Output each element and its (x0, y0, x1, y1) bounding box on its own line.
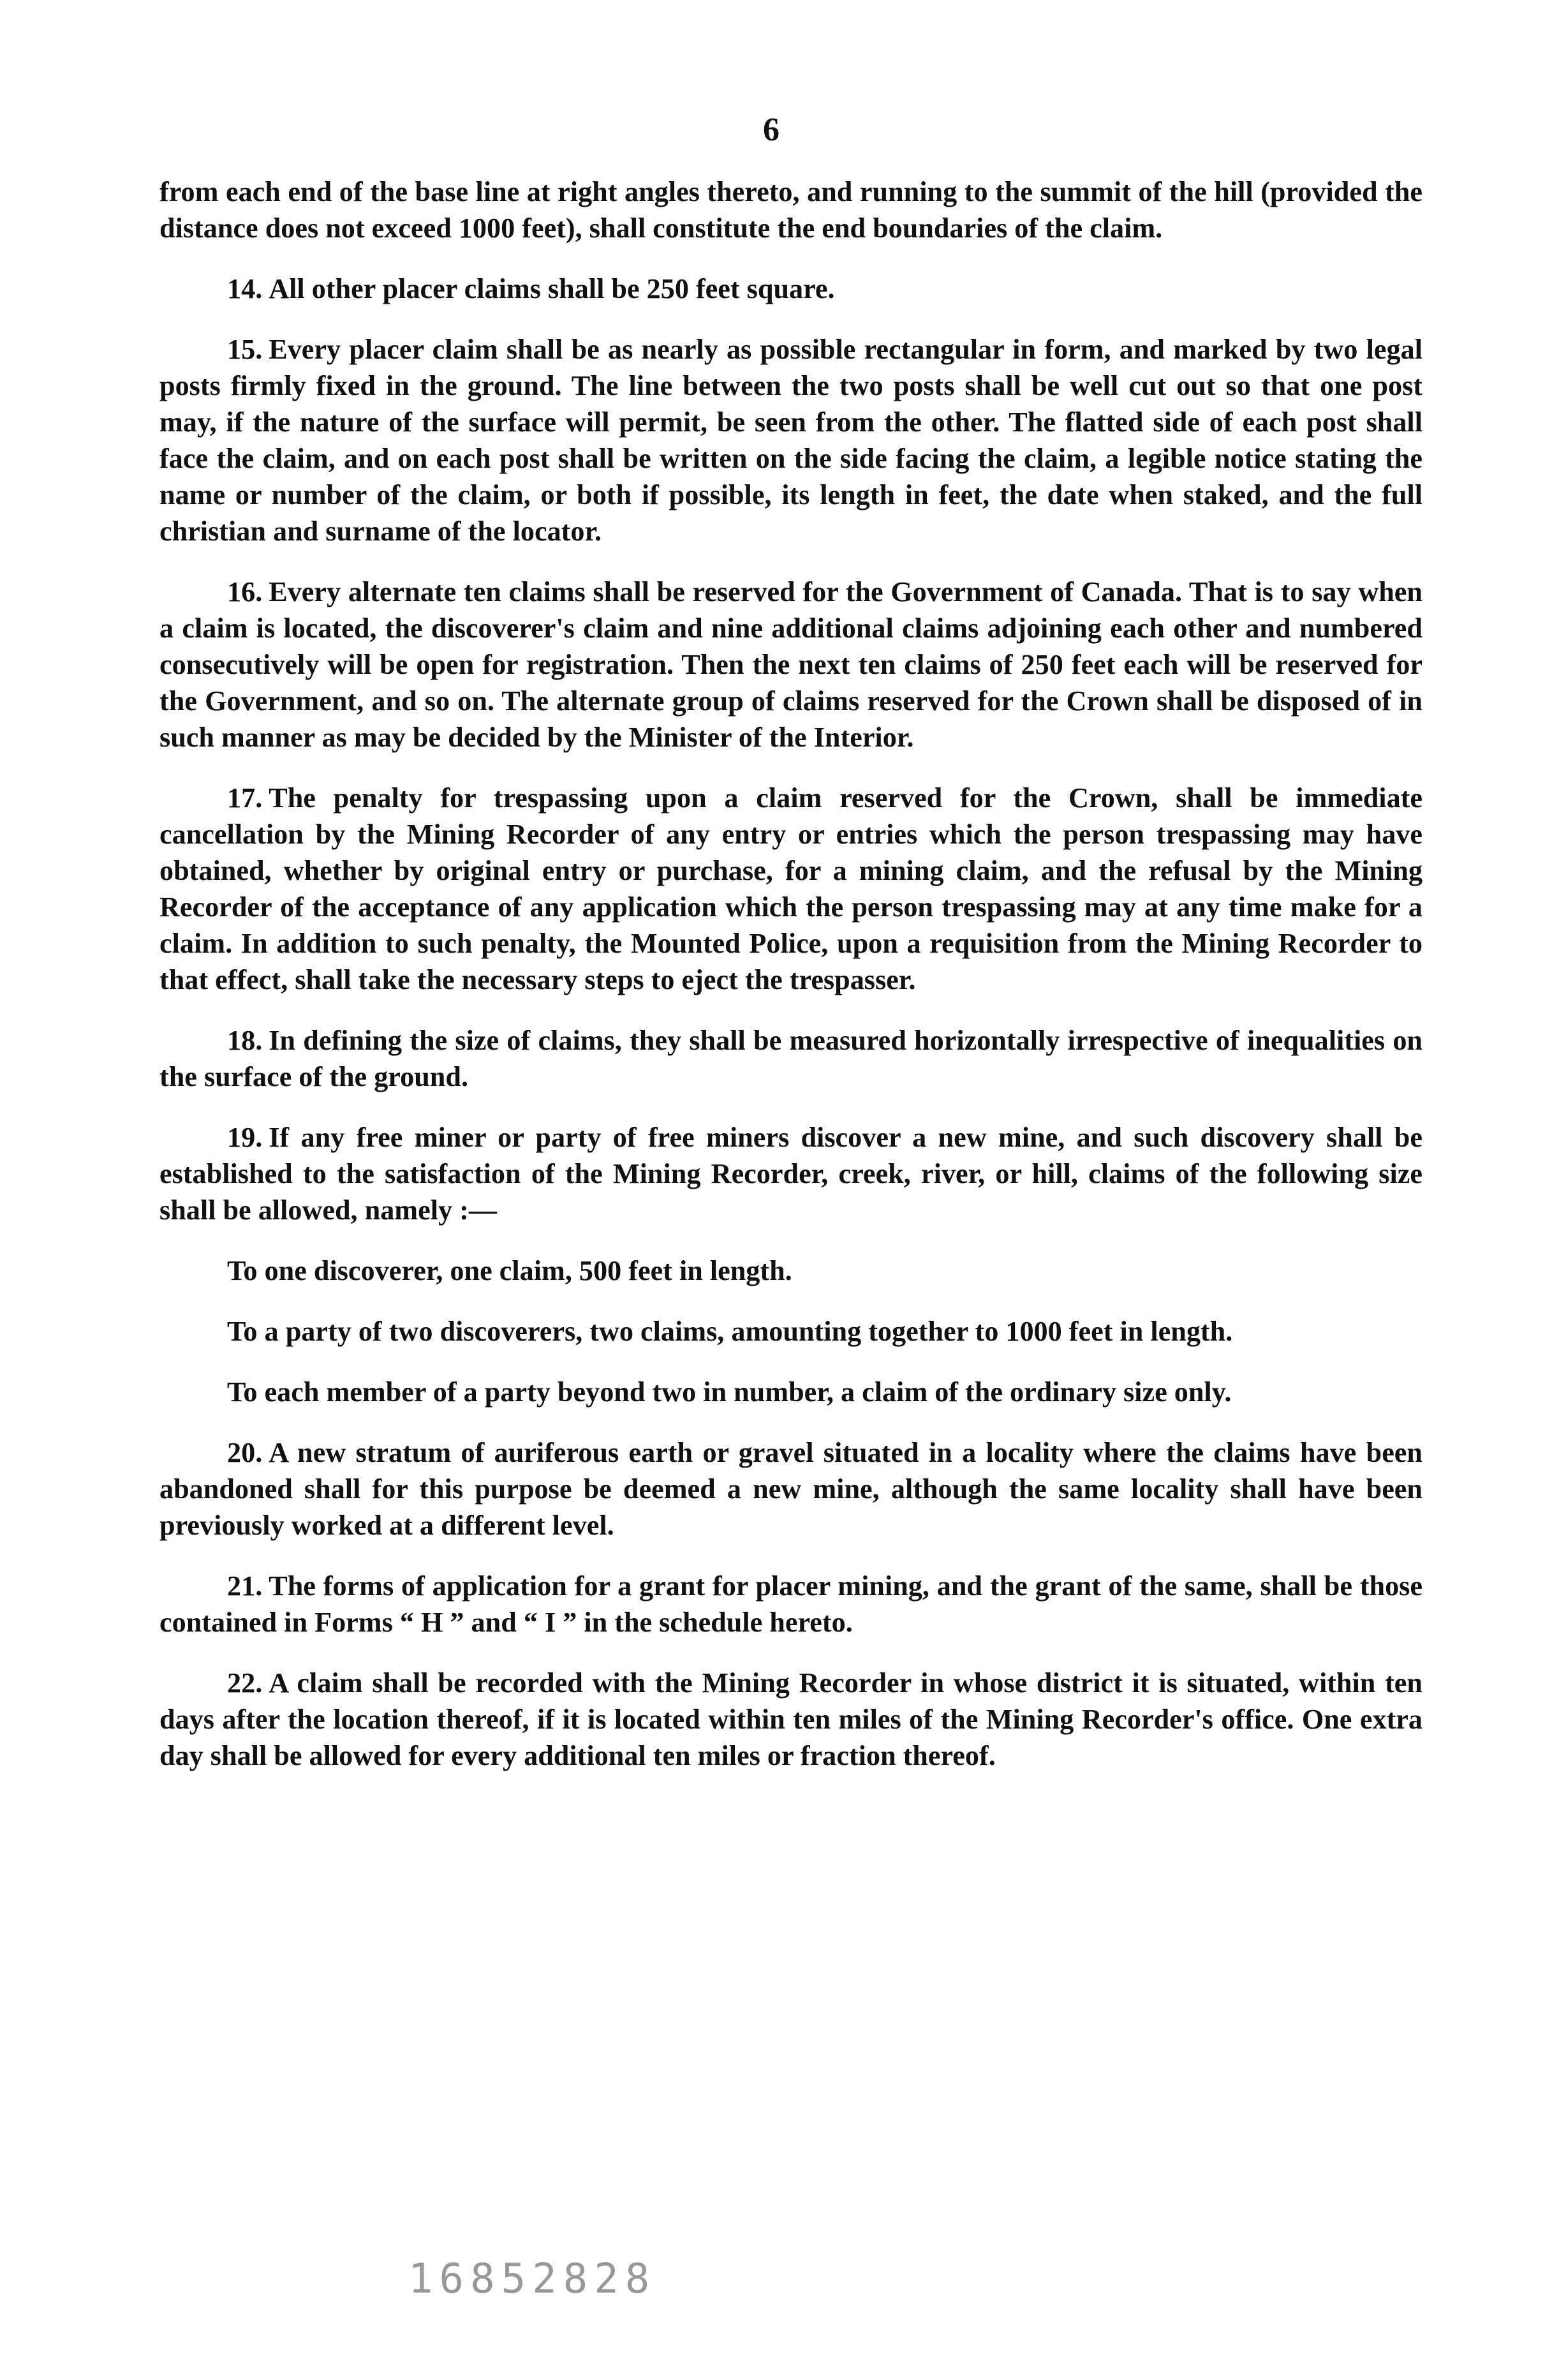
section-number: 20. (227, 1437, 263, 1468)
paragraph-16 (159, 574, 1423, 755)
section-number: 18. (227, 1025, 263, 1056)
page-number: 6 (763, 112, 780, 148)
paragraph-15 (159, 331, 1423, 549)
section-number: 22. (227, 1667, 263, 1699)
paragraph-18 (159, 1022, 1423, 1095)
paragraph-text: A claim shall be recorded with the Mining Recorder in whose district it is situated, within ten days after the location thereof, if it is located within ten miles of the Mining Recorder's office. One extra day shall be allowed for every additional ten miles or fraction thereof. (159, 1667, 1423, 1771)
section-number: 17. (227, 782, 263, 814)
document-body (159, 174, 1423, 1798)
paragraph-continuation (159, 174, 1423, 246)
paragraph-text: To one discoverer, one claim, 500 feet in length. (227, 1255, 792, 1286)
paragraph-19-one-discoverer (159, 1253, 1423, 1289)
section-number: 15. (227, 334, 263, 365)
paragraph-text: To each member of a party beyond two in number, a claim of the ordinary size only. (227, 1376, 1232, 1408)
paragraph-14 (159, 271, 1423, 307)
section-number: 16. (227, 576, 263, 607)
paragraph-19-two-discoverers (159, 1313, 1423, 1350)
paragraph-text: A new stratum of auriferous earth or gravel situated in a locality where the claims have been abandoned shall for this purpose be deemed a new mine, although the same locality shall have been previously worked at a different level. (159, 1437, 1423, 1541)
paragraph-22 (159, 1665, 1423, 1774)
paragraph-17 (159, 780, 1423, 998)
paragraph-text: To a party of two discoverers, two claims, amounting together to 1000 feet in length. (227, 1316, 1233, 1347)
paragraph-text: If any free miner or party of free miners discover a new mine, and such discovery shall be established to the satisfaction of the Mining Recorder, creek, river, or hill, claims of the following size shall be allowed, namely :— (159, 1122, 1423, 1226)
paragraph-21 (159, 1568, 1423, 1640)
paragraph-19 (159, 1119, 1423, 1228)
paragraph-20 (159, 1434, 1423, 1543)
section-number: 21. (227, 1570, 263, 1602)
library-stamp: 16852828 (408, 2256, 656, 2303)
section-number: 19. (227, 1122, 263, 1153)
paragraph-text: All other placer claims shall be 250 feet square. (269, 273, 835, 304)
paragraph-text: from each end of the base line at right angles thereto, and running to the summit of the hill (provided the distance does not exceed 1000 feet), shall constitute the end boundaries of the claim. (159, 176, 1423, 244)
paragraph-text: The penalty for trespassing upon a claim reserved for the Crown, shall be immediate cancellation by the Mining Recorder of any entry or entries which the person trespassing may have obtained, whether by original entry or purchase, for a mining claim, and the refusal by the Mining Recorder of the acceptance of any application which the person trespassing may at any time make for a claim. In addition to such penalty, the Mounted Police, upon a requisition from the Mining Recorder to that effect, shall take the necessary steps to eject the trespasser. (159, 782, 1423, 995)
paragraph-19-each-member (159, 1374, 1423, 1410)
paragraph-text: The forms of application for a grant for placer mining, and the grant of the same, shall be those contained in Forms “ H ” and “ I ” in the schedule hereto. (159, 1570, 1423, 1638)
section-number: 14. (227, 273, 263, 304)
paragraph-text: In defining the size of claims, they shall be measured horizontally irrespective of inequalities on the surface of the ground. (159, 1025, 1423, 1092)
paragraph-text: Every placer claim shall be as nearly as possible rectangular in form, and marked by two legal posts firmly fixed in the ground. The line between the two posts shall be well cut out so that one post may, if the nature of the surface will permit, be seen from the other. The flatted side of each post shall face the claim, and on each post shall be written on the side facing the claim, a legible notice stating the name or number of the claim, or both if possible, its length in feet, the date when staked, and the full christian and surname of the locator. (159, 334, 1423, 547)
paragraph-text: Every alternate ten claims shall be reserved for the Government of Canada. That is to say when a claim is located, the discoverer's claim and nine additional claims adjoining each other and numbered consecutively will be open for registration. Then the next ten claims of 250 feet each will be reserved for the Government, and so on. The alternate group of claims reserved for the Crown shall be disposed of in such manner as may be decided by the Minister of the Interior. (159, 576, 1423, 753)
